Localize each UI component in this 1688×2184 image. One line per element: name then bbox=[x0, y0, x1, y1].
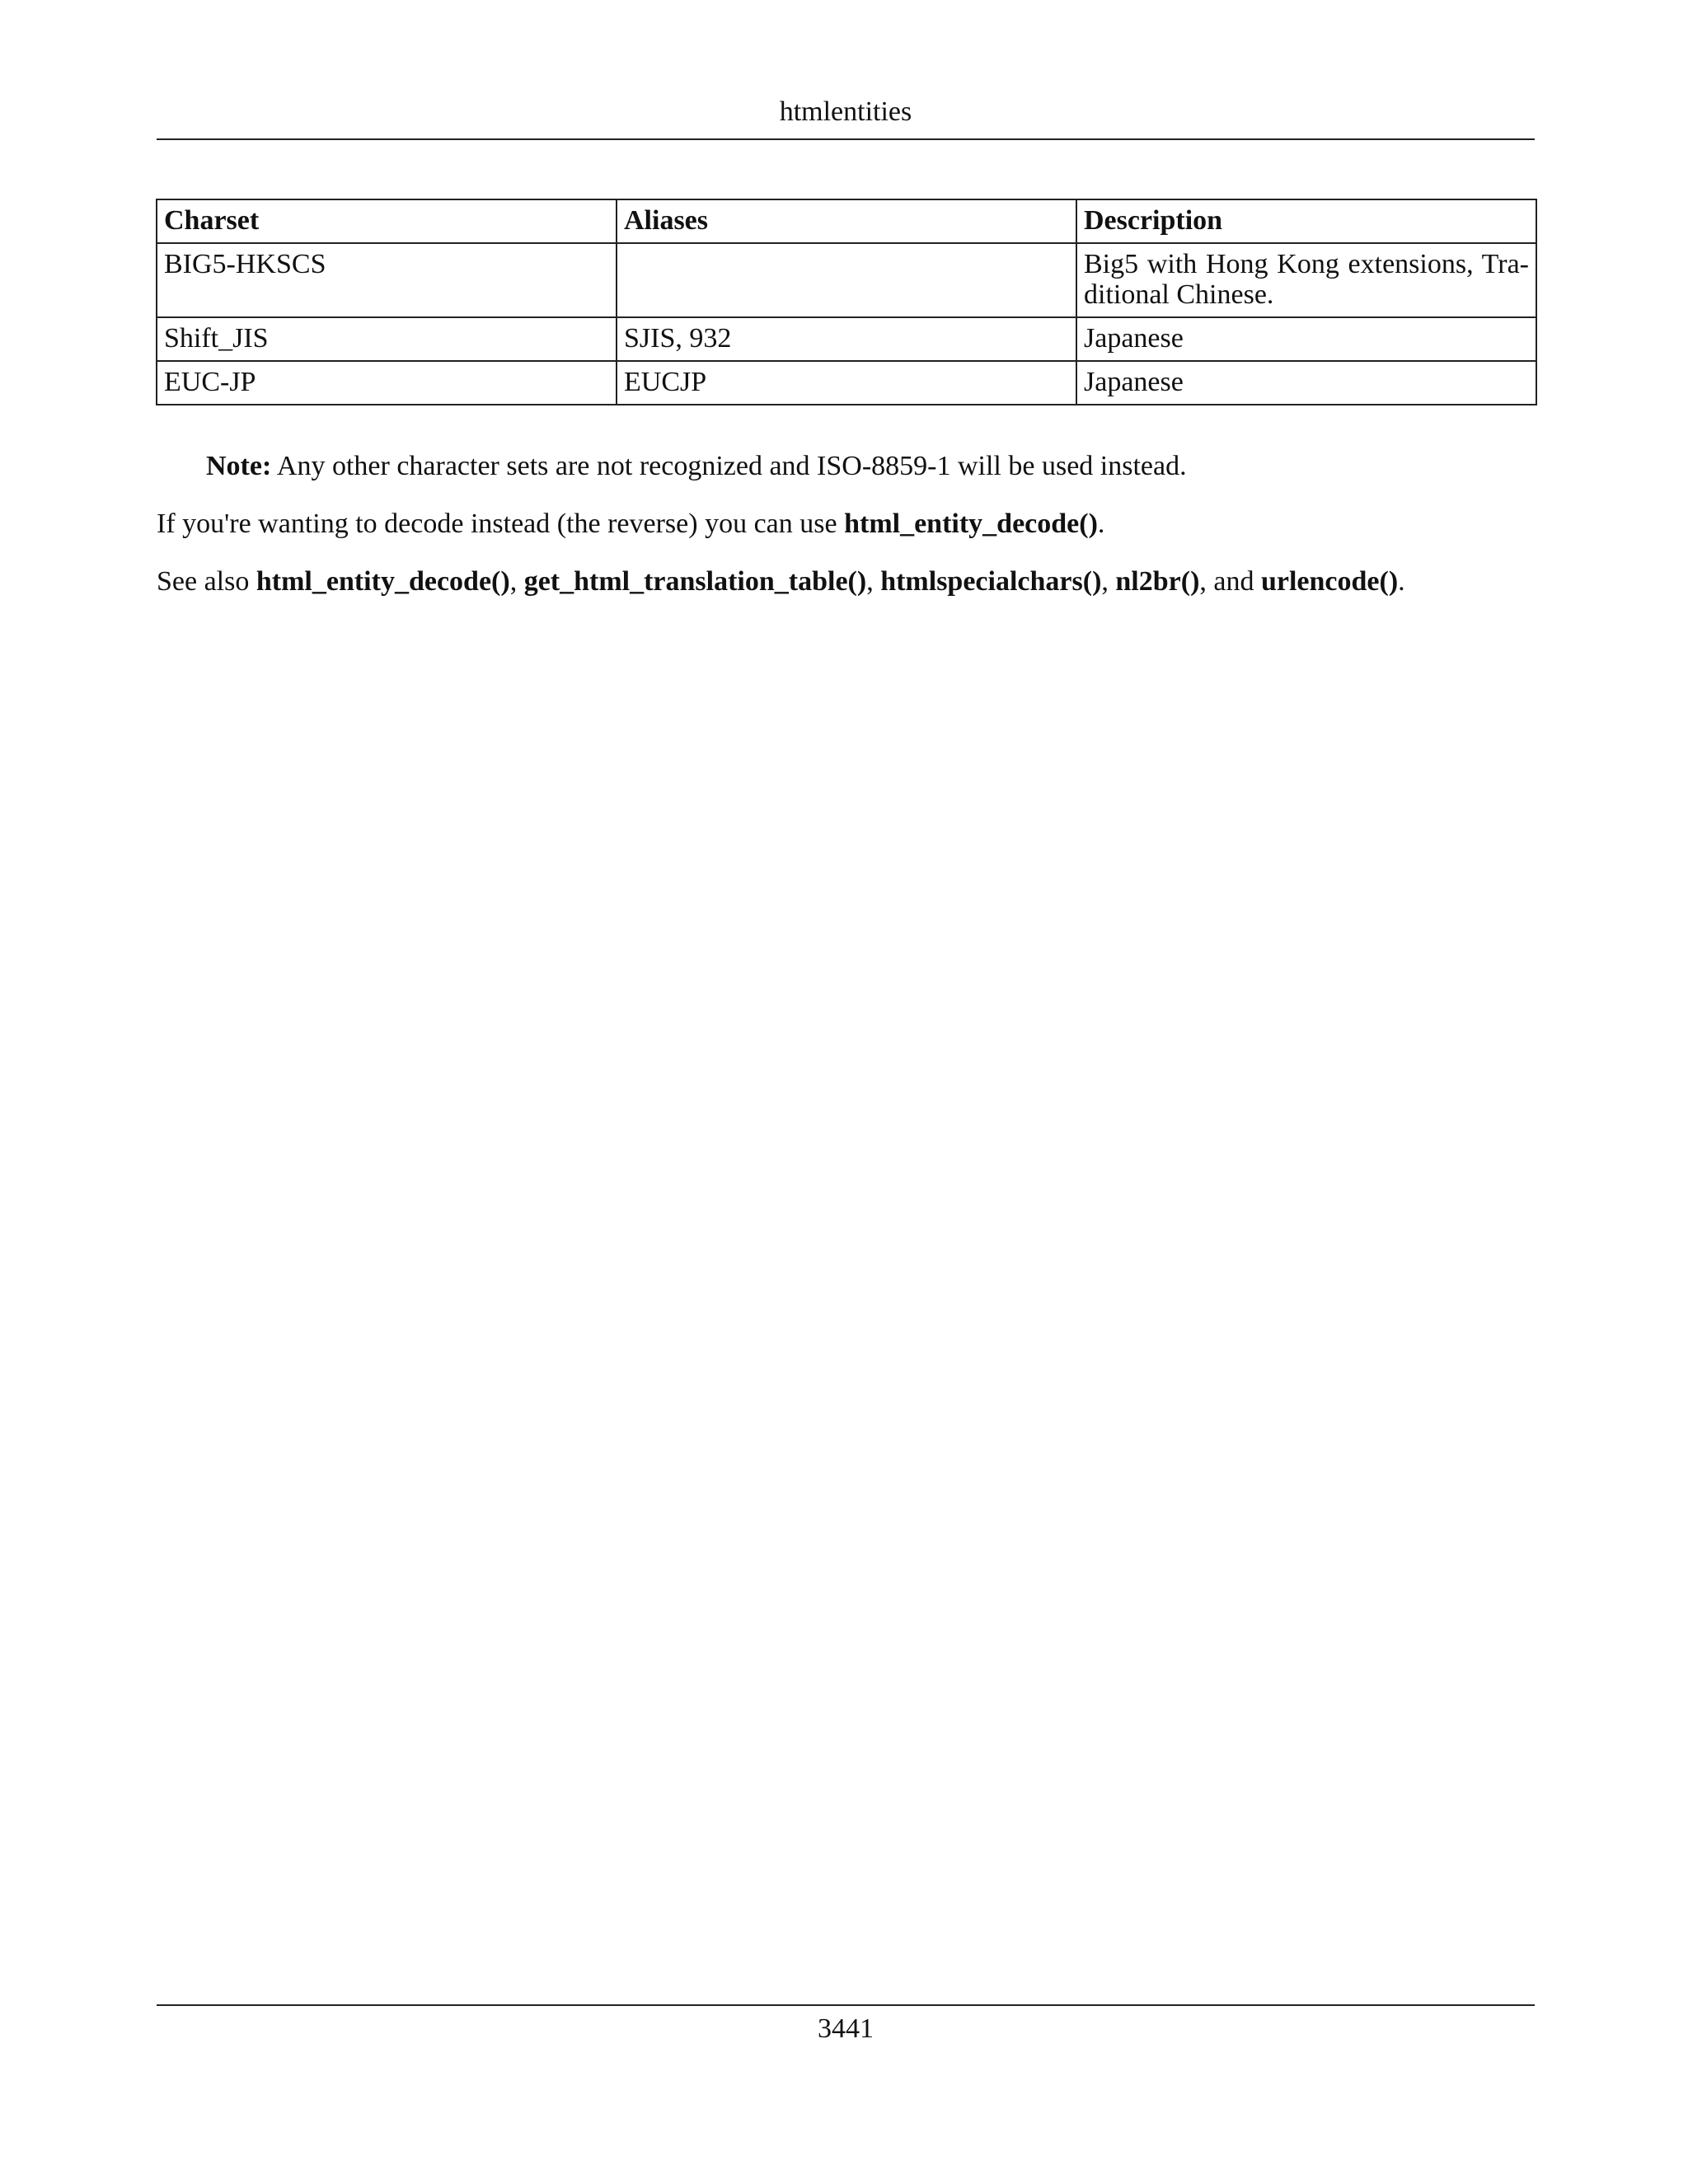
page-number: 3441 bbox=[818, 2013, 874, 2044]
cell-description: Japanese bbox=[1076, 361, 1536, 405]
page-header bbox=[157, 92, 1535, 140]
see-also-prefix: See also bbox=[157, 566, 256, 597]
see-also-separator: , bbox=[866, 566, 881, 597]
page-footer bbox=[157, 2004, 1535, 2049]
cell-charset: EUC-JP bbox=[157, 361, 617, 405]
see-also-link[interactable]: urlencode() bbox=[1260, 566, 1399, 597]
see-also-link[interactable]: html_entity_decode() bbox=[256, 566, 510, 597]
decode-end: . bbox=[1097, 509, 1105, 539]
page-header-title: htmlentities bbox=[779, 96, 912, 127]
note-paragraph bbox=[157, 450, 1584, 483]
see-also-separator: , bbox=[509, 566, 524, 597]
see-also-link[interactable]: get_html_translation_table() bbox=[523, 566, 867, 597]
cell-aliases bbox=[617, 243, 1076, 317]
see-also-link[interactable]: nl2br() bbox=[1115, 566, 1200, 597]
cell-aliases: EUCJP bbox=[617, 361, 1076, 405]
see-also-paragraph bbox=[157, 565, 1535, 598]
charset-table bbox=[156, 199, 1537, 405]
table-row bbox=[157, 317, 1536, 361]
see-also-link[interactable]: htmlspecialchars() bbox=[880, 566, 1102, 597]
note-text: Any other character sets are not recognized and ISO-8859-1 will be used instead. bbox=[271, 451, 1187, 481]
note-label: Note: bbox=[206, 451, 272, 481]
column-header-charset: Charset bbox=[157, 199, 617, 243]
see-also-separator: , bbox=[1101, 566, 1116, 597]
table-row bbox=[157, 243, 1536, 317]
see-also-and: , and bbox=[1199, 566, 1261, 597]
decode-function-link[interactable]: html_entity_decode() bbox=[844, 509, 1098, 539]
cell-charset: BIG5-HKSCS bbox=[157, 243, 617, 317]
decode-paragraph bbox=[157, 508, 1535, 541]
table-row bbox=[157, 361, 1536, 405]
cell-charset: Shift_JIS bbox=[157, 317, 617, 361]
cell-description: Big5 with Hong Kong extensions, Tra-ditional Chinese. bbox=[1076, 243, 1536, 317]
decode-text: If you're wanting to decode instead (the reverse) you can use bbox=[157, 509, 845, 539]
column-header-description: Description bbox=[1076, 199, 1536, 243]
column-header-aliases: Aliases bbox=[617, 199, 1076, 243]
cell-aliases: SJIS, 932 bbox=[617, 317, 1076, 361]
see-also-end: . bbox=[1398, 566, 1405, 597]
cell-description: Japanese bbox=[1076, 317, 1536, 361]
table-header-row bbox=[157, 199, 1536, 243]
